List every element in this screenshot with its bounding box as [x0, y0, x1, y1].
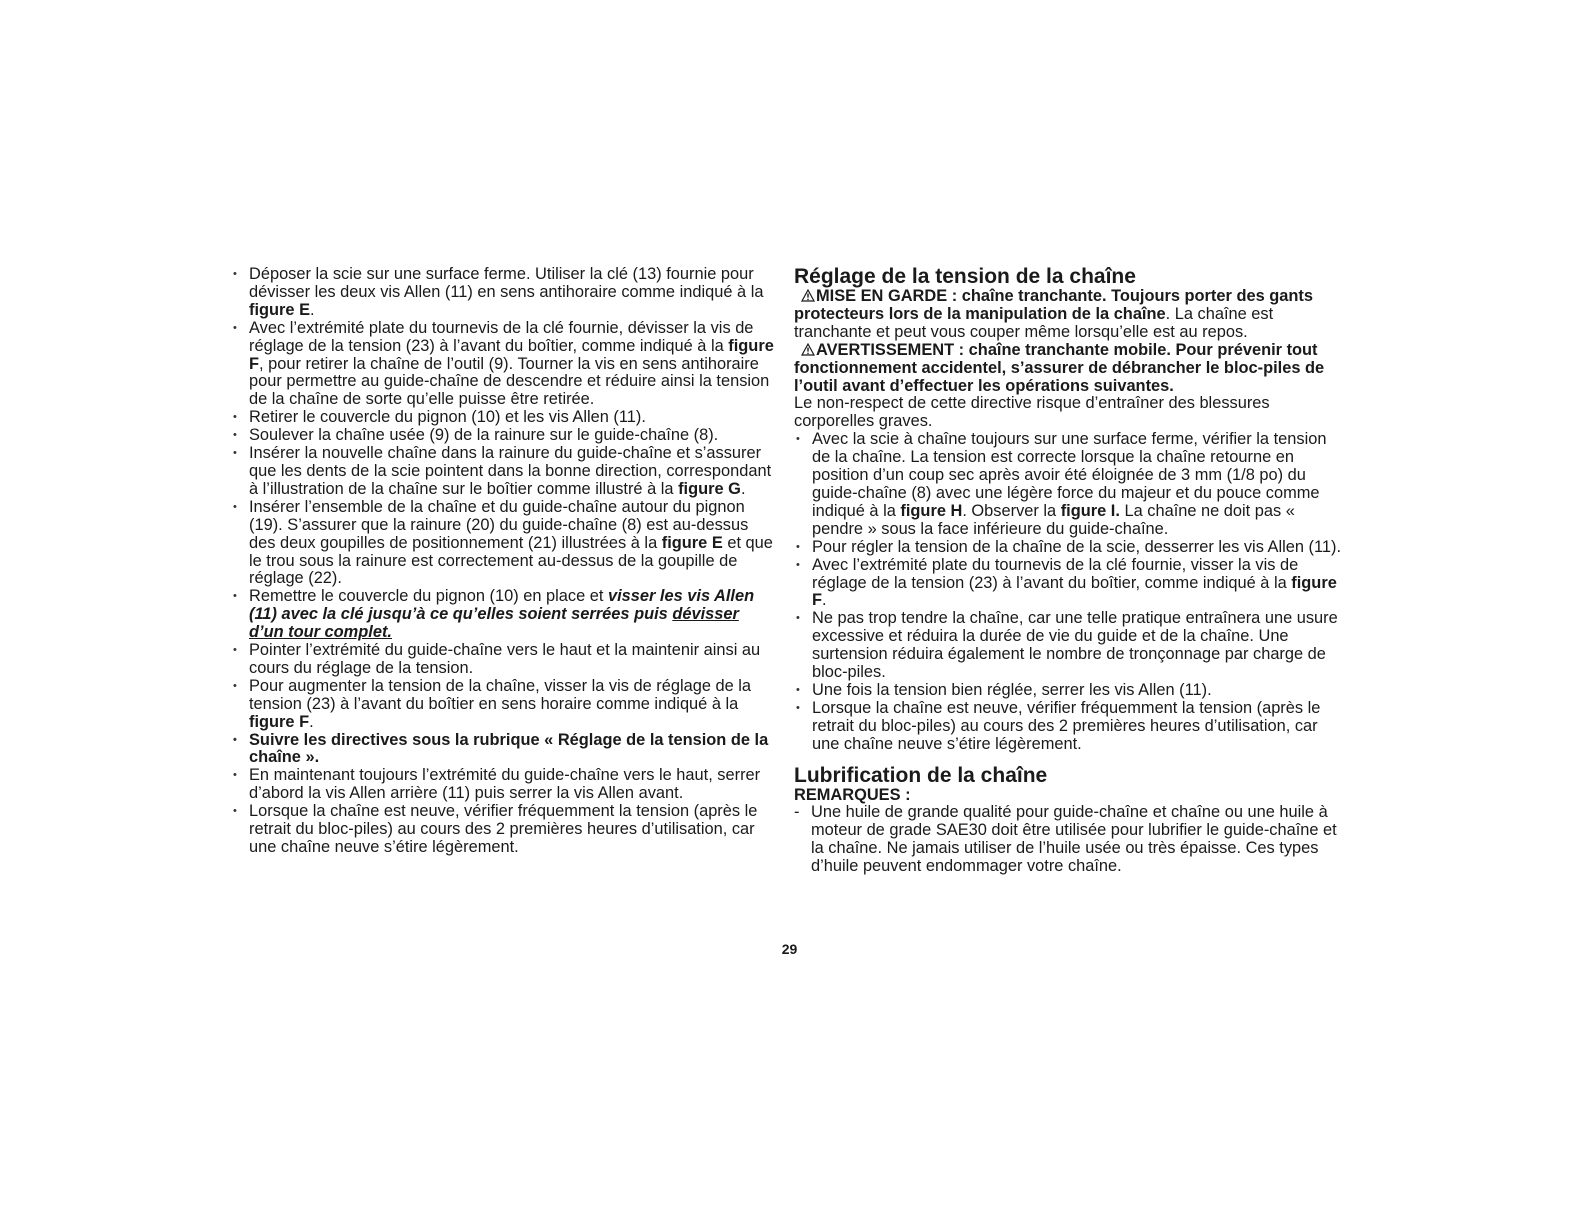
- list-item: • Insérer la nouvelle chaîne dans la rainure du guide-chaîne et s’assurer que les dents de la scie pointent dans la bonne direction, correspondant à l’illustration de la chaîne sur le boîtier comme illustré à la figure G.: [231, 445, 777, 499]
- instruction-list: [231, 266, 777, 857]
- warning-triangle-icon: [801, 289, 815, 302]
- left-column: [231, 266, 777, 857]
- list-item: • Retirer le couvercle du pignon (10) et les vis Allen (11).: [231, 409, 777, 427]
- list-item: • Remettre le couvercle du pignon (10) en place et visser les vis Allen (11) avec la clé jusqu’à ce qu’elles soient serrées puis dévisser d’un tour complet.: [231, 588, 777, 642]
- caution-paragraph: MISE EN GARDE : chaîne tranchante. Toujours porter des gants protecteurs lors de la manipulation de la chaîne. La chaîne est tranchante et peut vous couper même lorsqu’elle est au repos.: [794, 287, 1313, 341]
- remarks-label: REMARQUES :: [794, 785, 911, 804]
- section-heading-lubrication: Lubrification de la chaîne: [794, 763, 1048, 787]
- list-item: • Avec l’extrémité plate du tournevis de la clé fournie, visser la vis de réglage de la tension (23) à l’avant du boîtier, comme indiqué à la figure F.: [794, 557, 1346, 611]
- section-heading-tension: Réglage de la tension de la chaîne: [794, 265, 1136, 288]
- list-item: • Avec l’extrémité plate du tournevis de la clé fournie, dévisser la vis de réglage de la tension (23) à l’avant du boîtier, comme indiqué à la figure F, pour retirer la chaîne de l’outil (9). Tourner la vis en sens antihoraire pour permettre au guide-chaîne de descendre et réduire ainsi la tension de la chaîne de sorte qu’elle puisse être retirée.: [231, 320, 777, 410]
- warning-consequence: Le non-respect de cette directive risque d’entraîner des blessures corporelles graves.: [794, 394, 1270, 431]
- list-item: • Pour augmenter la tension de la chaîne, visser la vis de réglage de la tension (23) à l’avant du boîtier en sens horaire comme indiqué à la figure F.: [231, 678, 777, 732]
- remarks-list: [794, 804, 1346, 876]
- list-item: • Déposer la scie sur une surface ferme. Utiliser la clé (13) fournie pour dévisser les deux vis Allen (11) en sens antihoraire comme indiqué à la figure E.: [231, 266, 777, 320]
- list-item: • En maintenant toujours l’extrémité du guide-chaîne vers le haut, serrer d’abord la vis Allen arrière (11) puis serrer la vis Allen avant.: [231, 767, 777, 803]
- list-item: • Lorsque la chaîne est neuve, vérifier fréquemment la tension (après le retrait du bloc-piles) au cours des 2 premières heures d’utilisation, car une chaîne neuve s’étire légèrement.: [231, 803, 777, 857]
- tension-list: [794, 431, 1346, 753]
- list-item: • Avec la scie à chaîne toujours sur une surface ferme, vérifier la tension de la chaîne. La tension est correcte lorsque la chaîne retourne en position d’un coup sec après avoir été éloignée de 3 mm (1/8 po) du guide-chaîne (8) avec une légère force du majeur et du pouce comme indiqué à la figure H. Observer la figure I. La chaîne ne doit pas « pendre » sous la face inférieure du guide-chaîne.: [794, 431, 1346, 538]
- list-item: • Pointer l’extrémité du guide-chaîne vers le haut et la maintenir ainsi au cours du réglage de la tension.: [231, 642, 777, 678]
- list-item: • Insérer l’ensemble de la chaîne et du guide-chaîne autour du pignon (19). S’assurer que la rainure (20) du guide-chaîne (8) est au-dessus des deux goupilles de positionnement (21) illustrées à la figure E et que le trou sous la rainure est correctement au-dessus de la goupille de réglage (22).: [231, 499, 777, 589]
- list-item: • Pour régler la tension de la chaîne de la scie, desserrer les vis Allen (11).: [794, 539, 1346, 557]
- warning-paragraph: AVERTISSEMENT : chaîne tranchante mobile. Pour prévenir tout fonctionnement accidentel, s’assurer de débrancher le bloc-piles de l’outil avant d’effectuer les opérations suivantes.: [794, 340, 1325, 395]
- list-item: • Ne pas trop tendre la chaîne, car une telle pratique entraînera une usure excessive et réduira la durée de vie du guide et de la chaîne. Une surtension réduira également le nombre de tronçonnage par charge de bloc-piles.: [794, 610, 1346, 682]
- page-number: 29: [781, 941, 798, 957]
- list-item: • Soulever la chaîne usée (9) de la rainure sur le guide-chaîne (8).: [231, 427, 777, 445]
- list-item: • Une fois la tension bien réglée, serrer les vis Allen (11).: [794, 682, 1346, 700]
- right-column: [794, 266, 1346, 876]
- list-item: • Suivre les directives sous la rubrique « Réglage de la tension de la chaîne ».: [231, 732, 777, 768]
- list-item: • Lorsque la chaîne est neuve, vérifier fréquemment la tension (après le retrait du bloc-piles) au cours des 2 premières heures d’utilisation, car une chaîne neuve s’étire légèrement.: [794, 700, 1346, 754]
- warning-triangle-icon: [801, 343, 815, 356]
- list-item: - Une huile de grande qualité pour guide-chaîne et chaîne ou une huile à moteur de grade SAE30 doit être utilisée pour lubrifier le guide-chaîne et la chaîne. Ne jamais utiliser de l’huile usée ou très épaisse. Ces types d’huile peuvent endommager votre chaîne.: [794, 804, 1346, 876]
